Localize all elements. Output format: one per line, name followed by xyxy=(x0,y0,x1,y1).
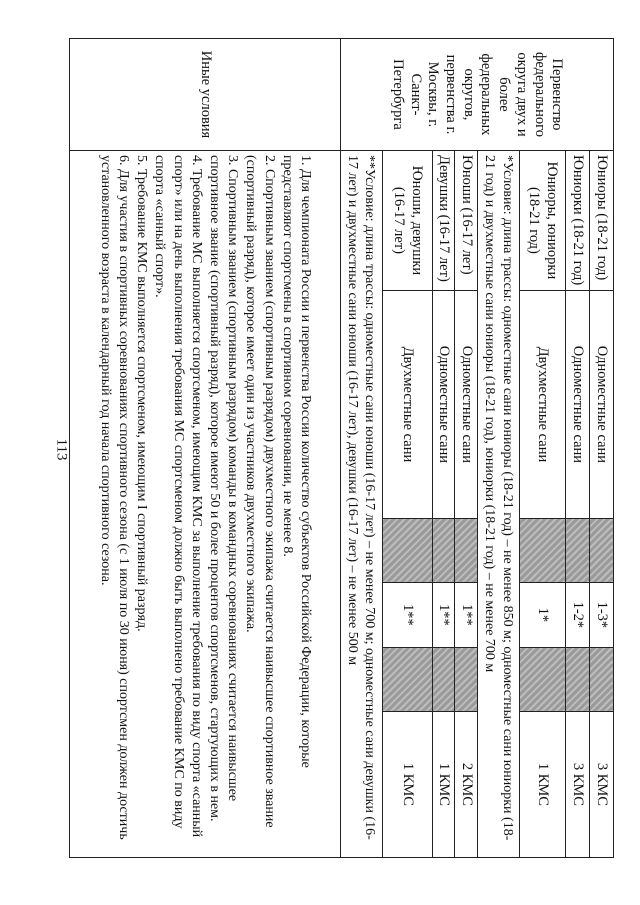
discipline-cell: Двухместные сани xyxy=(382,290,432,518)
age-cell: Юноши, девушки (16-17 лет) xyxy=(382,150,432,290)
condition-item: 6. Для участия в спортивных соревнованиях спортивного сезона (с 1 июля по 30 июня) спортсмен должен достичь установленного возраста в календарный год начала спортивного сезона. xyxy=(97,154,132,840)
discipline-cell: Двухместные сани xyxy=(520,290,566,518)
page-number: 113 xyxy=(53,438,70,461)
shaded-cell xyxy=(432,647,455,711)
shaded-cell xyxy=(590,518,614,582)
shaded-cell xyxy=(432,518,455,582)
age-cell: Юноши (16-17 лет) xyxy=(455,150,478,290)
age-cell: Юниорки (18-21 год) xyxy=(566,150,590,290)
rank-cell: 1 КМС xyxy=(520,711,566,857)
table-row xyxy=(432,39,455,858)
condition-note: *Условие: длина трассы: одноместные сани юниоры (18-21 год) – не менее 850 м; одноместные сани юниорки (18-21 год) и двухместные сани юниоры (18-21 год), юниорки (18-21 год) – не менее 700 м xyxy=(478,150,520,857)
table-row xyxy=(70,39,341,858)
table-row xyxy=(590,39,614,858)
table-row xyxy=(478,39,520,858)
table-row xyxy=(566,39,590,858)
rank-cell: 1 КМС xyxy=(382,711,432,857)
shaded-cell xyxy=(590,647,614,711)
age-cell: Девушки (16-17 лет) xyxy=(432,150,455,290)
condition-item: 4. Требование МС выполняется спортсменом, имеющим КМС за выполнение требования по виду спорта «санный спорт» или на день выполнения требования МС спортсменом должно быть выполнено требование КМС по виду спорта «санный спорт». xyxy=(152,154,204,838)
rank-cell: 1 КМС xyxy=(432,711,455,857)
table-row xyxy=(340,39,382,858)
other-conditions-list xyxy=(70,150,341,857)
shaded-cell xyxy=(382,647,432,711)
rank-cell: 3 КМС xyxy=(566,711,590,857)
condition-item: 1. Для чемпионата России и первенства России количество субъектов Российской Федерации, которые представляют спортсмены в спортивном соревновании, не менее 8. xyxy=(279,154,313,768)
age-cell: Юниоры, юниорки (18-21 год) xyxy=(520,150,566,290)
condition-item: 2. Спортивным званием (спортивным разрядом) двухместного экипажа считается наивысшее спортивное звание (спортивный разряд), которое имеет один из участников двухместного экипажа. xyxy=(243,154,277,828)
place-cell: 1* xyxy=(520,583,566,647)
rank-cell: 2 КМС xyxy=(455,711,478,857)
discipline-cell: Одноместные сани xyxy=(455,290,478,518)
age-cell: Юниоры (18-21 год) xyxy=(590,150,614,290)
condition-item: 5. Требование КМС выполняется спортсменом, имеющим I спортивный разряд. xyxy=(134,154,150,632)
discipline-cell: Одноместные сани xyxy=(590,290,614,518)
table-row xyxy=(455,39,478,858)
shaded-cell xyxy=(520,647,566,711)
rank-cell: 3 КМС xyxy=(590,711,614,857)
discipline-cell: Одноместные сани xyxy=(432,290,455,518)
place-cell: 1** xyxy=(455,583,478,647)
shaded-cell xyxy=(382,518,432,582)
place-cell: 1** xyxy=(382,583,432,647)
condition-item: 3. Спортивным званием (спортивным разрядом) команды в командных соревнованиях считается наивысшее спортивное звание (спортивный разряд), которое имеют 50 и более процентов спортсменов, стартующих в нем. xyxy=(207,154,241,822)
condition-note: **Условие: длина трассы: одноместные сани юноши (16-17 лет) – не менее 700 м; одноместные сани девушки (16-17 лет) и двухместные сани юноши (16-17 лет), девушки (16-17 лет) – не менее 500 м xyxy=(340,150,382,857)
place-cell: 1-3* xyxy=(590,583,614,647)
place-cell: 1-2* xyxy=(566,583,590,647)
shaded-cell xyxy=(566,647,590,711)
other-conditions-header: Иные условия xyxy=(70,39,341,151)
competition-header: Первенство федерального округа двух и более федеральных округов, первенства г. Москвы, г. Санкт-Петербурга xyxy=(340,39,613,151)
rank-requirements-table xyxy=(69,38,614,858)
shaded-cell xyxy=(520,518,566,582)
shaded-cell xyxy=(566,518,590,582)
place-cell: 1** xyxy=(432,583,455,647)
table-row xyxy=(382,39,432,858)
table-row xyxy=(520,39,566,858)
rotated-page-content xyxy=(69,38,614,858)
shaded-cell xyxy=(455,647,478,711)
shaded-cell xyxy=(455,518,478,582)
discipline-cell: Одноместные сани xyxy=(566,290,590,518)
